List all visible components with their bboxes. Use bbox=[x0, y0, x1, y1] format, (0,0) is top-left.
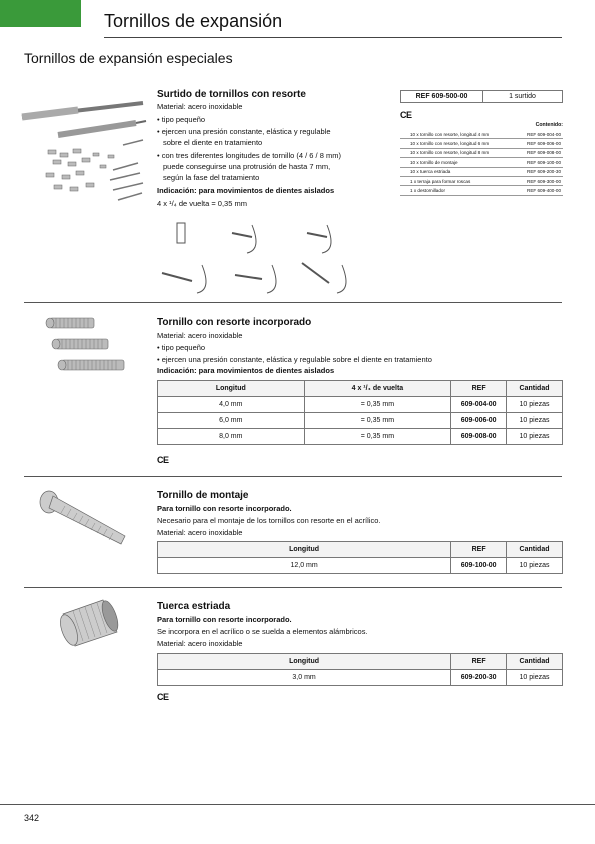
column-header: REF bbox=[451, 381, 507, 397]
spring-screw-bullet-2: • ejercen una presión constante, elástica y regulable sobre el diente en tratamiento bbox=[157, 355, 432, 364]
column-header: Cantidad bbox=[507, 654, 563, 670]
column-header: Longitud bbox=[158, 381, 305, 397]
assortment-bullet-2: • ejercen una presión constante, elástica y regulable bbox=[157, 127, 331, 136]
assortment-ref: REF 609-500-00 bbox=[401, 91, 483, 102]
assortment-indication: Indicación: para movimientos de dientes aislados bbox=[157, 186, 335, 195]
table-header-row bbox=[158, 654, 563, 670]
section-divider bbox=[24, 302, 562, 303]
assortment-bullet-3: • con tres diferentes longitudes de tornillo (4 / 6 / 8 mm) bbox=[157, 151, 341, 160]
list-item: 1 x destornillador REF 609-400-00 bbox=[400, 186, 563, 195]
spring-screw-material: Material: acero inoxidable bbox=[157, 331, 243, 340]
mounting-screw-material: Material: acero inoxidable bbox=[157, 528, 243, 537]
section-title: Tornillos de expansión especiales bbox=[24, 50, 233, 66]
mounting-screw-subtitle: Para tornillo con resorte incorporado. bbox=[157, 504, 292, 513]
table-header-row bbox=[158, 542, 563, 558]
list-item: 10 x tornillo con resorte, longitud 6 mm REF 609-006-00 bbox=[400, 139, 563, 148]
spring-screw-table bbox=[157, 380, 563, 445]
list-item: 10 x tornillo con resorte, longitud 4 mm REF 609-004-00 bbox=[400, 130, 563, 139]
screw-assortment-image bbox=[18, 95, 148, 210]
table-row: 12,0 mm 609-100-00 10 piezas bbox=[158, 558, 563, 574]
assortment-bullet-1: • tipo pequeño bbox=[157, 115, 206, 124]
column-header: Longitud bbox=[158, 542, 451, 558]
knurled-nut-table bbox=[157, 653, 563, 686]
mounting-screw-image bbox=[35, 488, 135, 553]
knurled-nut-title: Tuerca estriada bbox=[157, 601, 231, 612]
contents-label: Contenido: bbox=[535, 122, 563, 128]
knurled-nut-material: Material: acero inoxidable bbox=[157, 639, 243, 648]
section-divider bbox=[24, 476, 562, 477]
assortment-contents-list bbox=[400, 122, 563, 196]
mounting-screw-title: Tornillo de montaje bbox=[157, 490, 249, 501]
assortment-bullet-3-cont-1: puede conseguirse una protrusión de hasta 7 mm, bbox=[163, 162, 331, 171]
table-header-row bbox=[158, 381, 563, 397]
ce-mark-icon: CE bbox=[400, 110, 412, 120]
list-item: 10 x tornillo de montaje REF 609-100-00 bbox=[400, 158, 563, 167]
list-item: 1 x terraja para formar roscas REF 609-300-00 bbox=[400, 177, 563, 186]
spring-screw-title: Tornillo con resorte incorporado bbox=[157, 317, 312, 328]
mounting-screw-table bbox=[157, 541, 563, 574]
ce-mark-icon: CE bbox=[157, 455, 169, 465]
assortment-material: Material: acero inoxidable bbox=[157, 102, 243, 111]
list-item: 10 x tuerca estriada REF 609-200-30 bbox=[400, 168, 563, 177]
spring-screw-bullet-1: • tipo pequeño bbox=[157, 343, 206, 352]
column-header: REF bbox=[451, 654, 507, 670]
list-item: 10 x tornillo con resorte, longitud 8 mm REF 609-008-00 bbox=[400, 149, 563, 158]
table-row: 3,0 mm 609-200-30 10 piezas bbox=[158, 670, 563, 686]
section-color-tab bbox=[0, 0, 81, 27]
assortment-ref-box bbox=[400, 90, 563, 103]
page-title: Tornillos de expansión bbox=[104, 11, 283, 31]
ce-mark-icon: CE bbox=[157, 692, 169, 702]
mounting-screw-description: Necesario para el montaje de los tornillos con resorte en el acrílico. bbox=[157, 516, 381, 525]
table-row: 4,0 mm = 0,35 mm 609-004-00 10 piezas bbox=[158, 397, 563, 413]
spring-screw-indication: Indicación: para movimientos de dientes aislados bbox=[157, 366, 335, 375]
spring-screw-image bbox=[40, 312, 130, 382]
assortment-title: Surtido de tornillos con resorte bbox=[157, 89, 306, 100]
knurled-nut-image bbox=[55, 596, 125, 651]
usage-steps-illustration bbox=[157, 215, 352, 295]
column-header: Cantidad bbox=[507, 381, 563, 397]
table-row: 8,0 mm = 0,35 mm 609-008-00 10 piezas bbox=[158, 429, 563, 445]
column-header: Cantidad bbox=[507, 542, 563, 558]
page-number: 342 bbox=[24, 813, 40, 823]
assortment-bullet-3-cont-2: según la fase del tratamiento bbox=[163, 173, 260, 182]
table-row: 6,0 mm = 0,35 mm 609-006-00 10 piezas bbox=[158, 413, 563, 429]
assortment-qty: 1 surtido bbox=[509, 93, 536, 100]
footer-rule bbox=[0, 804, 595, 805]
section-divider bbox=[24, 587, 562, 588]
column-header: REF bbox=[451, 542, 507, 558]
knurled-nut-description: Se incorpora en el acrílico o se suelda a elementos alámbricos. bbox=[157, 627, 368, 636]
assortment-bullet-2-cont: sobre el diente en tratamiento bbox=[163, 138, 263, 147]
title-rule bbox=[104, 37, 562, 38]
column-header: 4 x ¹/₄ de vuelta bbox=[304, 381, 451, 397]
column-header: Longitud bbox=[158, 654, 451, 670]
assortment-turn-value: 4 x ¹/₄ de vuelta = 0,35 mm bbox=[157, 199, 247, 208]
knurled-nut-subtitle: Para tornillo con resorte incorporado. bbox=[157, 615, 292, 624]
